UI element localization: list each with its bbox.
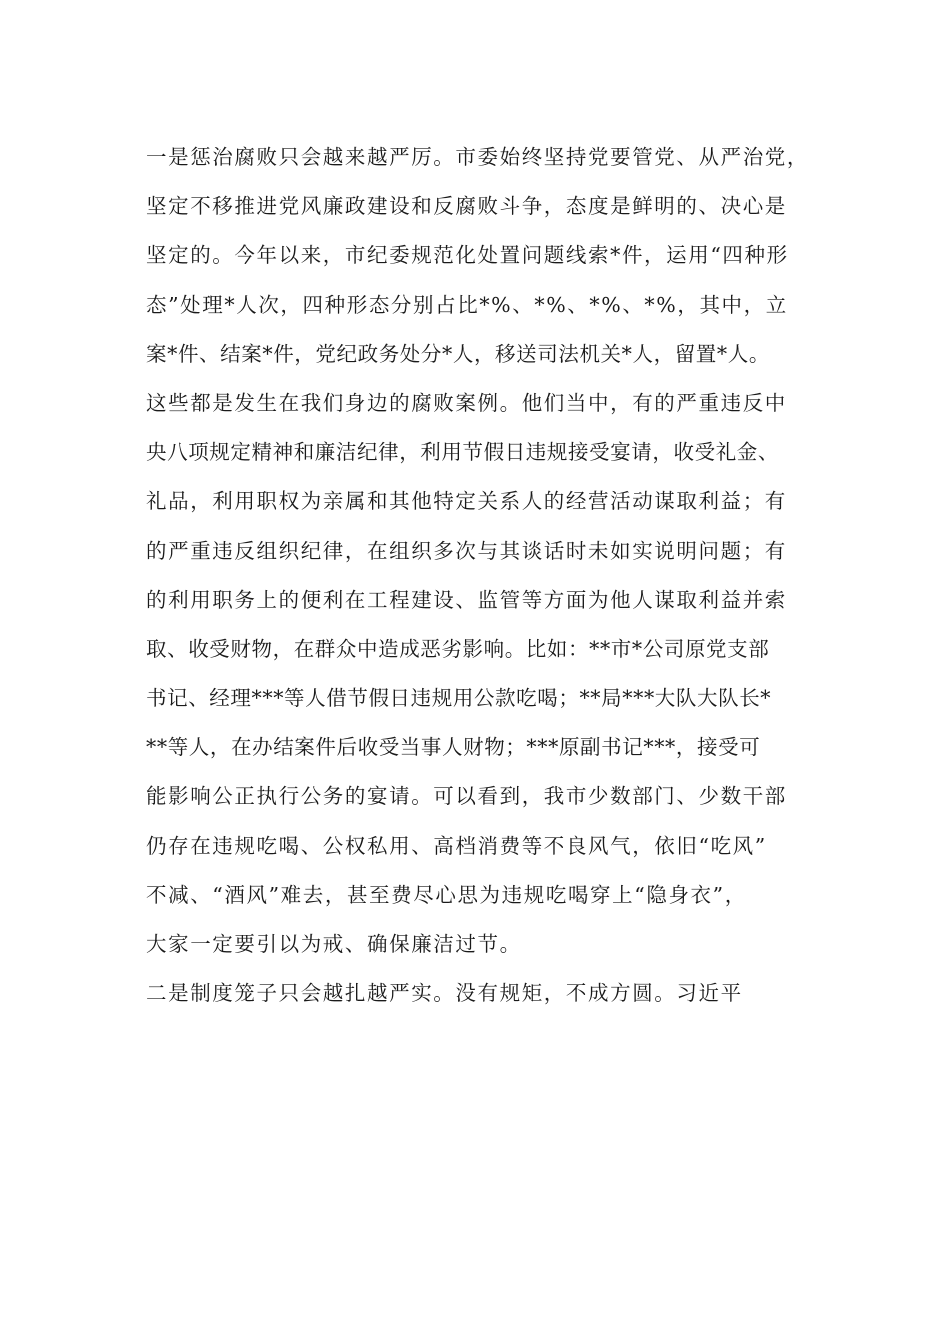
- text-line: 能影响公正执行公务的宴请。可以看到，我市少数部门、少数干部: [146, 784, 787, 809]
- text-line: 的严重违反组织纪律，在组织多次与其谈话时未如实说明问题；有: [146, 538, 787, 563]
- text-line: 的利用职务上的便利在工程建设、监管等方面为他人谋取利益并索: [146, 587, 787, 612]
- body-text: [146, 133, 826, 1018]
- text-line: 这些都是发生在我们身边的腐败案例。他们当中，有的严重违反中: [146, 390, 787, 415]
- text-line: 取、收受财物，在群众中造成恶劣影响。比如：**市*公司原党支部: [146, 636, 770, 661]
- text-line: **等人，在办结案件后收受当事人财物；***原副书记***，接受可: [146, 735, 761, 760]
- text-line: 大家一定要引以为戒、确保廉洁过节。: [146, 932, 522, 956]
- text-line: 央八项规定精神和廉洁纪律，利用节假日违规接受宴请，收受礼金、: [146, 440, 779, 465]
- text-line: 坚定不移推进党风廉政建设和反腐败斗争，态度是鲜明的、决心是: [146, 194, 787, 219]
- text-line: 礼品，利用职权为亲属和其他特定关系人的经营活动谋取利益；有: [146, 489, 787, 514]
- text-line: 仍存在违规吃喝、公权私用、高档消费等不良风气，依旧“吃风”: [146, 833, 767, 858]
- text-line: 不减、“酒风”难去，甚至费尽心思为违规吃喝穿上“隐身衣”，: [146, 882, 747, 907]
- text-line: 一是惩治腐败只会越来越严厉。市委始终坚持党要管党、从严治党，: [146, 145, 809, 169]
- text-line: 态”处理*人次，四种形态分别占比*%、*%、*%、*%，其中，立: [146, 292, 788, 317]
- text-line: 坚定的。今年以来，市纪委规范化处置问题线索*件，运用“四种形: [146, 243, 789, 268]
- text-line: 案*件、结案*件，党纪政务处分*人，移送司法机关*人，留置*人。: [146, 341, 770, 366]
- section-heading-line: 二是制度笼子只会越扎越严实。没有规矩，不成方圆。习近平: [146, 981, 743, 1006]
- text-line: 书记、经理***等人借节假日违规用公款吃喝；**局***大队大队长*: [146, 686, 772, 711]
